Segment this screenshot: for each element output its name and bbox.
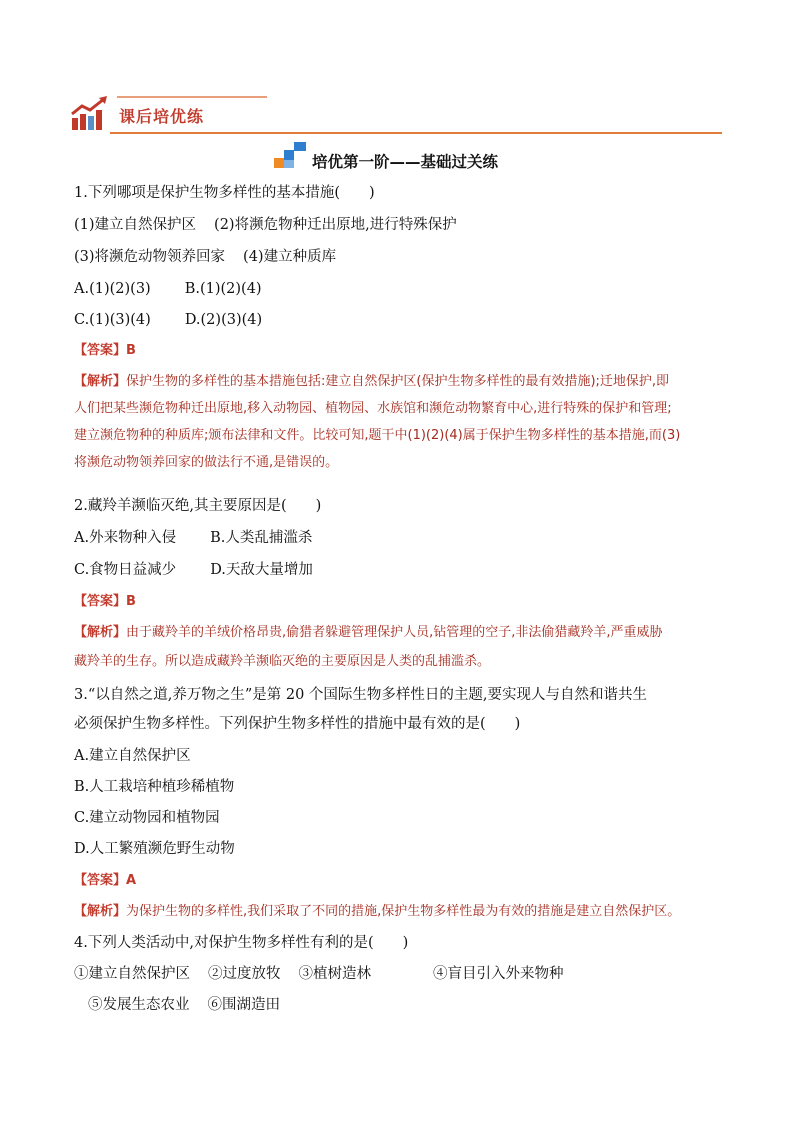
q3-choice-c: C.建立动物园和植物园 xyxy=(74,810,220,826)
q1-choices-cd xyxy=(74,310,262,330)
explanation-text: 由于藏羚羊的羊绒价格昂贵,偷猎者躲避管理保护人员,钻管理的空子,非法偷猎藏羚羊,严重威胁 xyxy=(126,625,663,640)
answer-label: 【答案】 xyxy=(74,594,127,609)
q1-choice-b: B.(1)(2)(4) xyxy=(184,281,262,297)
explanation-text: 保护生物的多样性的基本措施包括:建立自然保护区(保护生物多样性的最有效措施);迁地保护,即 xyxy=(126,374,670,389)
header-top-line xyxy=(117,96,267,98)
q2-stem: 2.藏羚羊濒临灭绝,其主要原因是( ) xyxy=(74,498,322,514)
explanation-text: 为保护生物的多样性,我们采取了不同的措施,保护生物多样性最为有效的措施是建立自然保护区。 xyxy=(126,904,681,919)
q4-stem: 4.下列人类活动中,对保护生物多样性有利的是( ) xyxy=(74,935,409,951)
stairs-blocks-icon xyxy=(274,142,308,170)
q2-answer xyxy=(74,592,136,612)
q1-explanation-line3: 建立濒危物种的种质库;颁布法律和文件。比较可知,题干中(1)(2)(4)属于保护生物多样性的基本措施,而(3) xyxy=(74,428,681,443)
q4-item-4: ④盲目引入外来物种 xyxy=(433,966,564,982)
q4-options-row2 xyxy=(88,995,280,1015)
q1-explanation-line1 xyxy=(74,372,669,392)
answer-value: B xyxy=(126,343,136,358)
q4-options-row1 xyxy=(74,964,564,984)
q2-choices-cd xyxy=(74,560,313,580)
q1-item-2: (2)将濒危物种迁出原地,进行特殊保护 xyxy=(214,217,457,233)
q1-explanation-line4: 将濒危动物领养回家的做法行不通,是错误的。 xyxy=(74,455,339,470)
q4-item-6: ⑥围湖造田 xyxy=(207,997,280,1013)
q1-item-4: (4)建立种质库 xyxy=(243,249,337,265)
q1-answer xyxy=(74,341,136,361)
answer-label: 【答案】 xyxy=(74,873,127,888)
q2-explanation-line1 xyxy=(74,623,663,643)
q1-options-row1 xyxy=(74,215,457,235)
explanation-label: 【解析】 xyxy=(74,625,127,640)
q4-item-2: ②过度放牧 xyxy=(208,966,281,982)
q4-item-5: ⑤发展生态农业 xyxy=(88,997,190,1013)
q4-item-3: ③植树造林 xyxy=(298,966,371,982)
q1-options-row2 xyxy=(74,247,336,267)
q1-item-1: (1)建立自然保护区 xyxy=(74,217,197,233)
q1-explanation-line2: 人们把某些濒危物种迁出原地,移入动物园、植物园、水族馆和濒危动物繁育中心,进行特殊的保护和管理; xyxy=(74,401,672,416)
bar-chart-arrow-icon xyxy=(70,96,110,132)
answer-value: A xyxy=(126,873,137,888)
explanation-label: 【解析】 xyxy=(74,904,127,919)
answer-value: B xyxy=(126,594,136,609)
q3-choice-b: B.人工栽培种植珍稀植物 xyxy=(74,779,235,795)
header-rule xyxy=(110,132,722,134)
q2-explanation-line2: 藏羚羊的生存。所以造成藏羚羊濒临灭绝的主要原因是人类的乱捕滥杀。 xyxy=(74,654,491,669)
q1-choice-c: C.(1)(3)(4) xyxy=(74,312,151,328)
q2-choice-c: C.食物日益减少 xyxy=(74,562,177,578)
q2-choice-d: D.天敌大量增加 xyxy=(210,562,313,578)
header-title: 课后培优练 xyxy=(119,107,205,126)
section-title: 培优第一阶——基础过关练 xyxy=(312,153,499,171)
q1-stem: 1.下列哪项是保护生物多样性的基本措施( ) xyxy=(74,185,375,201)
q3-choice-d: D.人工繁殖濒危野生动物 xyxy=(74,841,235,857)
q2-choices-ab xyxy=(74,528,312,548)
explanation-label: 【解析】 xyxy=(74,374,127,389)
q3-stem-line1: 3.“以自然之道,养万物之生”是第 20 个国际生物多样性日的主题,要实现人与自然和谐共生 xyxy=(74,687,648,703)
q3-choice-a: A.建立自然保护区 xyxy=(74,748,191,764)
q4-item-1: ①建立自然保护区 xyxy=(74,966,190,982)
q2-choice-a: A.外来物种入侵 xyxy=(74,530,177,546)
q1-choice-d: D.(2)(3)(4) xyxy=(184,312,263,328)
page-header xyxy=(70,96,722,136)
q1-choice-a: A.(1)(2)(3) xyxy=(74,281,151,297)
q1-item-3: (3)将濒危动物领养回家 xyxy=(74,249,226,265)
q2-choice-b: B.人类乱捕滥杀 xyxy=(210,530,313,546)
q3-stem-line2: 必须保护生物多样性。下列保护生物多样性的措施中最有效的是( ) xyxy=(74,716,521,732)
q1-choices-ab xyxy=(74,279,262,299)
q3-explanation-line1 xyxy=(74,902,680,922)
q3-answer xyxy=(74,871,136,891)
answer-label: 【答案】 xyxy=(74,343,127,358)
